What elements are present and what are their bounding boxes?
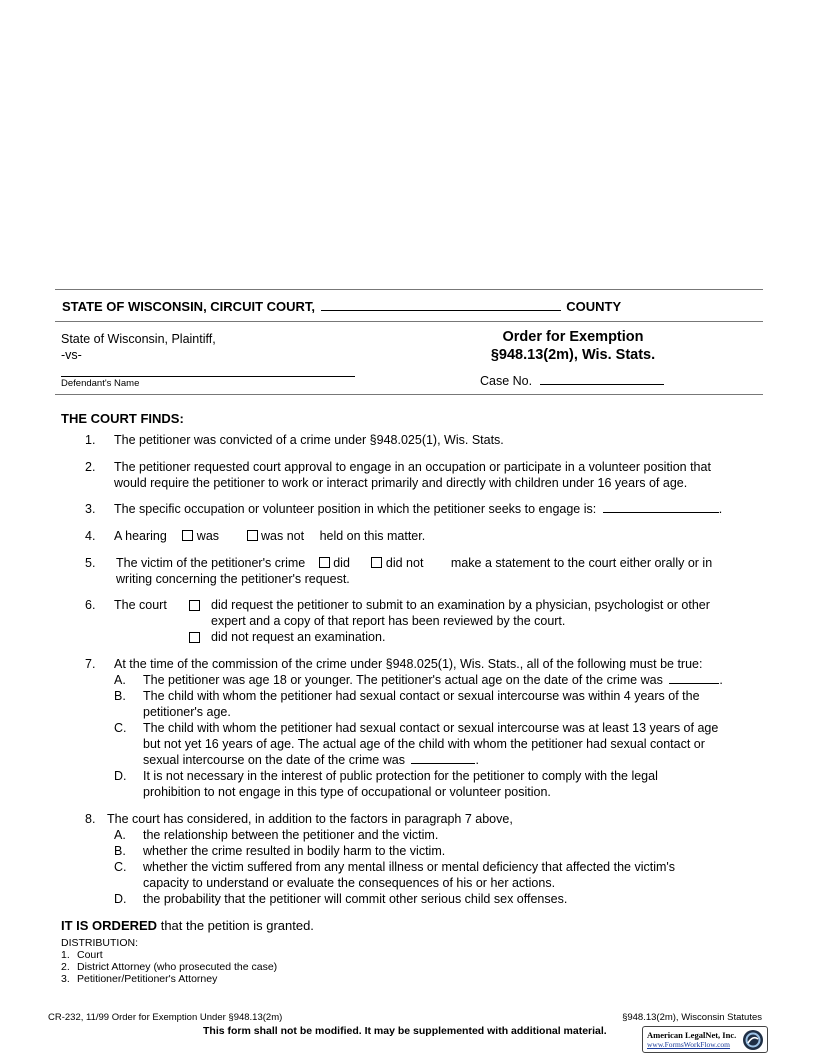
- statement-did-label: did: [333, 556, 350, 570]
- occupation-blank[interactable]: [603, 512, 719, 513]
- child-age-blank[interactable]: [411, 763, 475, 764]
- finding-7a-text: The petitioner was age 18 or younger. The petitioner's actual age on the date of the crime was: [143, 673, 663, 687]
- hearing-was-label: was: [196, 529, 220, 543]
- finding-8c-line2: capacity to understand or evaluate the consequences of his or her actions.: [143, 876, 556, 890]
- finding-7b-line1: The child with whom the petitioner had sexual contact or sexual intercourse was within 4 years of the: [143, 689, 700, 703]
- finding-8c-line1: whether the victim suffered from any mental illness or mental deficiency that affected the victim's: [143, 860, 676, 874]
- finding-8b-letter: B.: [114, 844, 126, 858]
- finding-7c-line3: sexual intercourse on the date of the crime was: [143, 753, 405, 767]
- form-id: CR-232, 11/99 Order for Exemption Under §948.13(2m): [48, 1012, 283, 1023]
- finding-4-lead: A hearing: [114, 529, 167, 543]
- case-number: [480, 373, 664, 389]
- finding-2: [85, 459, 765, 491]
- finding-8d-letter: D.: [114, 892, 127, 906]
- court-header: [62, 299, 621, 314]
- distribution-heading: DISTRIBUTION:: [61, 937, 139, 949]
- finding-7c-line2: but not yet 16 years of age. The actual age of the child with whom the petitioner had sexual contact or: [143, 737, 705, 751]
- exam-not-requested-label: did not request an examination.: [211, 630, 386, 644]
- court-prefix: STATE OF WISCONSIN, CIRCUIT COURT,: [62, 299, 316, 314]
- distribution: [61, 937, 277, 985]
- logo-line2: www.FormsWorkFlow.com: [647, 1040, 731, 1049]
- hearing-was-checkbox[interactable]: [182, 530, 193, 541]
- finding-8c-letter: C.: [114, 860, 127, 874]
- finding-8d-text: the probability that the petitioner will commit other serious child sex offenses.: [143, 892, 568, 906]
- finding-8b-text: whether the crime resulted in bodily harm to the victim.: [143, 844, 446, 858]
- vs-label: -vs-: [61, 348, 82, 362]
- finding-3-text: The specific occupation or volunteer position in which the petitioner seeks to engage is:: [114, 502, 597, 516]
- finding-7c-line1: The child with whom the petitioner had sexual contact or sexual intercourse was at least 13 years of age: [143, 721, 719, 735]
- finding-4: [85, 528, 765, 544]
- exam-requested-line1: did request the petitioner to submit to an examination by a physician, psychologist or other: [211, 598, 710, 612]
- exam-not-requested-checkbox[interactable]: [189, 632, 200, 643]
- finding-8-lead: The court has considered, in addition to the factors in paragraph 7 above,: [107, 812, 513, 826]
- findings-heading: THE COURT FINDS:: [61, 411, 184, 426]
- distribution-item: 1. Court: [61, 949, 103, 961]
- finding-1-num: 1.: [85, 433, 96, 447]
- order-rest: that the petition is granted.: [160, 918, 314, 933]
- hearing-was-not-label: was not: [261, 529, 305, 543]
- case-no-blank[interactable]: [540, 384, 664, 385]
- defendant-name-label: Defendant's Name: [61, 378, 140, 389]
- form-title: [460, 328, 686, 364]
- logo-line1: American LegalNet, Inc.: [647, 1030, 737, 1040]
- statement-did-not-label: did not: [385, 556, 424, 570]
- finding-6-lead: The court: [114, 598, 167, 612]
- header-rule: [55, 321, 763, 322]
- exam-requested-line2: expert and a copy of that report has been reviewed by the court.: [211, 614, 566, 628]
- finding-7: 7. At the time of the commission of the crime under §948.025(1), Wis. Stats., all of the following must be true: A. The petitioner was age 18 or younger. The petitioner's actual age on the date of the crime was . B. The child with whom the petitioner had sexual contact or sexual intercourse was within 4 years of the petitioner's age. C. The child with whom the petitioner had sexual contact or sexual intercourse was at least 13 years of age but not yet 16 years of age. The actual age of the child with whom the petitioner had sexual contact or sexual intercourse on the date of the crime was . D. It is not necessary in the interest of public protection for the petitioner to comply with the legal prohibition to not engage in this type of occupational or volunteer position.: [85, 656, 775, 800]
- finding-7c-letter: C.: [114, 721, 127, 735]
- top-rule: [55, 289, 763, 290]
- statement-did-not-checkbox[interactable]: [371, 557, 382, 568]
- defendant-name-line[interactable]: [61, 376, 355, 377]
- plaintiff: State of Wisconsin, Plaintiff,: [61, 332, 216, 346]
- finding-3-num: 3.: [85, 502, 96, 516]
- county-blank[interactable]: [321, 310, 561, 311]
- caption-rule: [55, 394, 763, 395]
- statement-did-checkbox[interactable]: [319, 557, 330, 568]
- distribution-item: 3. Petitioner/Petitioner's Attorney: [61, 973, 218, 985]
- statute-reference: §948.13(2m), Wisconsin Statutes: [622, 1012, 762, 1023]
- finding-7b-line2: petitioner's age.: [143, 705, 231, 719]
- finding-5: [85, 555, 765, 587]
- finding-7d-letter: D.: [114, 769, 127, 783]
- legalnet-logo[interactable]: [642, 1026, 768, 1053]
- form-title-line2: §948.13(2m), Wis. Stats.: [490, 347, 656, 363]
- finding-8-num: 8.: [85, 812, 96, 826]
- finding-7a-letter: A.: [114, 673, 126, 687]
- finding-5-tail: make a statement to the court either orally or in: [450, 556, 713, 570]
- finding-7-num: 7.: [85, 657, 96, 671]
- finding-8a-text: the relationship between the petitioner and the victim.: [143, 828, 439, 842]
- finding-5-line2: writing concerning the petitioner's request.: [116, 572, 350, 586]
- finding-4-tail: held on this matter.: [319, 529, 426, 543]
- modification-notice: This form shall not be modified. It may be supplemented with additional material.: [203, 1025, 607, 1037]
- finding-8: [85, 811, 775, 907]
- county-label: COUNTY: [566, 299, 622, 314]
- finding-5-num: 5.: [85, 556, 96, 570]
- finding-7b-letter: B.: [114, 689, 126, 703]
- finding-2-line1: The petitioner requested court approval to engage in an occupation or participate in a volunteer position that: [114, 460, 711, 474]
- finding-7d-line2: prohibition to not engage in this type of occupational or volunteer position.: [143, 785, 551, 799]
- form-title-line1: Order for Exemption: [502, 329, 644, 345]
- distribution-item: 2. District Attorney (who prosecuted the case): [61, 961, 278, 973]
- finding-8a-letter: A.: [114, 828, 126, 842]
- finding-7d-line1: It is not necessary in the interest of public protection for the petitioner to comply with the legal: [143, 769, 658, 783]
- petitioner-age-blank[interactable]: [669, 683, 719, 684]
- exam-requested-checkbox[interactable]: [189, 600, 200, 611]
- order-statement: [61, 918, 314, 933]
- case-no-label: Case No.: [480, 374, 533, 388]
- finding-7-lead: At the time of the commission of the crime under §948.025(1), Wis. Stats., all of the following must be true:: [114, 657, 703, 671]
- finding-2-line2: would require the petitioner to work or interact primarily and directly with children under 16 years of age.: [114, 476, 688, 490]
- finding-6-num: 6.: [85, 598, 96, 612]
- finding-1-text: The petitioner was convicted of a crime under §948.025(1), Wis. Stats.: [114, 433, 504, 447]
- finding-2-num: 2.: [85, 460, 96, 474]
- finding-4-num: 4.: [85, 529, 96, 543]
- finding-3: 3. The specific occupation or volunteer position in which the petitioner seeks to engage is: .: [85, 502, 723, 516]
- order-bold: IT IS ORDERED: [61, 918, 158, 933]
- logo-emblem-icon: [742, 1029, 764, 1051]
- finding-5-lead: The victim of the petitioner's crime: [116, 556, 306, 570]
- hearing-was-not-checkbox[interactable]: [247, 530, 258, 541]
